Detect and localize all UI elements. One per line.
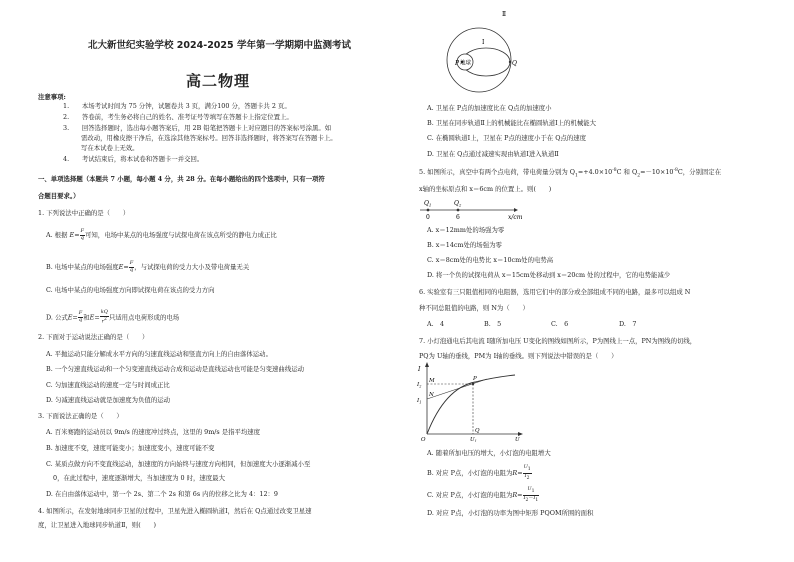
label-m: M bbox=[429, 378, 435, 384]
q7-option-a: A. 随着所加电压的增大，小灯泡的电阻增大 bbox=[427, 449, 551, 457]
q2-option-c: C. 匀加速直线运动的速度一定与时间成正比 bbox=[46, 381, 170, 389]
section-title-cont: 合题目要求。） bbox=[38, 192, 80, 200]
label-i1: $I_1$ bbox=[417, 398, 422, 405]
label-p: P bbox=[455, 60, 460, 67]
q7-option-d: D. 对应 P点，小灯泡的功率为图中矩形 PQOM所围的面积 bbox=[427, 509, 594, 517]
q5-stem: 5. 如图所示，真空中有两个点电荷，带电荷量分别为 $Q_1=+4.0\times 10^{-8}C$ 和 $Q_2=-10\times 10^{-8}C$，分别固定在 bbox=[419, 168, 722, 179]
q3-option-a: A. 百米赛跑的运动员以 9m/s 的速度冲过终点，这里的 9m/s 是指平均速度 bbox=[46, 428, 261, 436]
arrow-icon bbox=[518, 432, 523, 436]
q1-stem: 1. 下列说法中正确的是（ ） bbox=[38, 209, 130, 217]
q7-stem: 7. 小灯泡通电后其电流 I随所加电压 U变化的图线如图所示，P为图线上一点，PN为图线的切线， bbox=[419, 337, 697, 345]
q3-option-c-cont: 0，在此过程中，速度逐渐增大，当加速度为 0 时，速度最大 bbox=[53, 474, 225, 482]
notice-item: 2. 答卷前，考生务必将自己的姓名、准考证号等填写在答题卡上指定位置上。 bbox=[63, 113, 293, 121]
q2-option-a: A. 平抛运动只能分解成水平方向的匀速直线运动和竖直方向上的自由落体运动。 bbox=[46, 350, 272, 358]
label-i-axis: I bbox=[418, 366, 421, 373]
q5-option-c: C. x＝8cm处的电势比 x＝10cm处的电势高 bbox=[427, 256, 554, 264]
label-q2: $Q_2$ bbox=[454, 200, 462, 208]
tick-0: 0 bbox=[426, 214, 430, 221]
q3-stem: 3. 下面说法正确的是（ ） bbox=[38, 412, 123, 420]
q5-option-a: A. x＝12mm处的场强为零 bbox=[427, 226, 505, 234]
q6-option-d: D. 7 bbox=[619, 320, 637, 328]
q5-option-b: B. x＝14cm处的场强为零 bbox=[427, 241, 502, 249]
axis-unit: x/cm bbox=[508, 214, 523, 221]
label-u-axis: U bbox=[515, 437, 520, 442]
label-orbit-ii: Ⅱ bbox=[502, 11, 507, 18]
arrow-icon bbox=[425, 362, 429, 367]
q6-option-a: A. 4 bbox=[427, 320, 445, 328]
q4-option-c: C. 在椭圆轨道Ⅰ上，卫星在 P点的速度小于在 Q点的速度 bbox=[427, 134, 587, 142]
q4-stem: 4. 如图所示，在发射地球同步卫星的过程中，卫星先进入椭圆轨道Ⅰ，然后在 Q点通过改变卫星速 bbox=[38, 507, 312, 515]
notice-item: 4. 考试结束后，将本试卷和答题卡一并交回。 bbox=[63, 155, 204, 163]
label-i2: $I_2$ bbox=[417, 382, 422, 389]
point-q bbox=[509, 61, 511, 63]
q4-stem-cont: 度，让卫星进入地球同步轨道Ⅱ，则( ) bbox=[38, 521, 156, 529]
q4-option-a: A. 卫星在 P点的加速度比在 Q点的加速度小 bbox=[427, 104, 552, 112]
q1-option-a: A. 根据 E= $\frac{F}{q}$ 可知，电场中某点的电场强度与试探电荷在该点所受的静电力成正比 bbox=[46, 228, 277, 241]
charge-q1 bbox=[427, 209, 430, 212]
q6-option-c: C. 6 bbox=[551, 320, 569, 328]
notice-item: 3. 回答选择题时，选出每小题答案后，用 2B 铅笔把答题卡上对应题目的答案标号涂黑。如 bbox=[63, 124, 332, 132]
q7-iu-graph bbox=[415, 362, 525, 442]
school-title: 北大新世纪实验学校 2024-2025 学年第一学期期中监测考试 bbox=[88, 40, 351, 51]
notice-item: 写在本试卷上无效。 bbox=[81, 144, 139, 152]
q3-option-b: B. 加速度不变，速度可能变小；加速度变小，速度可能不变 bbox=[46, 444, 215, 452]
notice-heading: 注意事项: bbox=[38, 93, 66, 101]
q7-option-c: C. 对应 P点，小灯泡的电阻为R= $\frac{U1}{I2-I1}$ bbox=[427, 486, 539, 503]
tangent-pn bbox=[427, 379, 487, 399]
q6-stem-cont: 种不同总阻值的电路，则 N为（ ） bbox=[419, 304, 529, 312]
q7-stem-cont: PQ为 U轴的垂线，PM为 I轴的垂线。则下列说法中错误的是（ ） bbox=[419, 352, 618, 360]
q1-option-d: D. 公式E= $\frac{F}{q}$ 和E= $\frac{kQ}{r2}$ 只适用点电荷形成的电场 bbox=[46, 309, 180, 325]
label-p: P bbox=[473, 376, 477, 382]
q3-option-c: C. 某质点做方向不变直线运动，加速度的方向始终与速度方向相同，但加速度大小逐渐减小至 bbox=[46, 460, 311, 468]
earth-label: 地球 bbox=[460, 60, 472, 67]
q2-stem: 2. 下面对于运动说法正确的是（ ） bbox=[38, 333, 149, 341]
q7-option-b: B. 对应 P点，小灯泡的电阻为R= $\frac{U1}{I2}$ bbox=[427, 464, 531, 481]
label-orbit-i: Ⅰ bbox=[482, 39, 485, 46]
subject-title: 高二物理 bbox=[186, 72, 251, 90]
q1-option-b: B. 电场中某点的电场强度E= $\frac{F}{q}$ ，与试探电荷的受力大小及带电荷量无关 bbox=[46, 260, 250, 273]
section-title: 一、单项选择题（本题共 7 小题，每小题 4 分，共 28 分。在每小题给出的四个选项中，只有一项符 bbox=[38, 175, 325, 183]
label-o: O bbox=[421, 437, 426, 442]
q5-option-d: D. 将一个负的试探电荷从 x＝15cm处移动到 x＝20cm 处的过程中，它的电势能减少 bbox=[427, 271, 671, 279]
label-q1: $Q_1$ bbox=[424, 200, 432, 208]
label-u1: $U_1$ bbox=[470, 437, 477, 442]
q2-option-d: D. 匀减速直线运动就是加速度为负值的运动 bbox=[46, 396, 170, 404]
label-q: Q bbox=[475, 428, 480, 434]
arrow-icon bbox=[514, 208, 518, 212]
charge-q2 bbox=[457, 209, 460, 212]
q5-stem-cont: x轴的坐标原点和 x＝6cm 的位置上。则( ) bbox=[419, 185, 552, 193]
notice-item: 需改动，用橡皮擦干净后，在选涂其他答案标号。回答非选择题时，将答案写在答题卡上。 bbox=[81, 134, 337, 142]
q4-option-d: D. 卫星在 Q点通过减速实现由轨道Ⅰ进入轨道Ⅱ bbox=[427, 150, 559, 158]
q6-stem: 6. 实验室有三只阻值相同的电阻器，选用它们中的部分或全部组成不同的电路，最多可以组成 N bbox=[419, 288, 691, 296]
q3-option-d: D. 在自由落体运动中，第一个 2s、第二个 2s 和第 6s 内的位移之比为 4：12：9 bbox=[46, 490, 278, 498]
notice-item: 1. 本场考试时间为 75 分钟，试题卷共 3 页，满分100 分，答题卡共 2 页。 bbox=[63, 102, 291, 110]
label-n: N bbox=[429, 392, 434, 398]
point-p bbox=[472, 383, 474, 385]
q5-axis-figure bbox=[418, 196, 528, 222]
q4-option-b: B. 卫星在同步轨道Ⅱ上的机械能比在椭圆轨道Ⅰ上的机械能大 bbox=[427, 119, 597, 127]
label-q: Q bbox=[512, 60, 517, 67]
tick-6: 6 bbox=[456, 214, 460, 221]
q2-option-b: B. 一个匀速直线运动和一个匀变速直线运动合成和运动是直线运动也可能是匀变速曲线运动 bbox=[46, 365, 304, 373]
q1-option-c: C. 电场中某点的电场强度方向即试探电荷在该点的受力方向 bbox=[46, 286, 215, 294]
q6-option-b: B. 5 bbox=[484, 320, 502, 328]
q4-orbit-figure bbox=[420, 2, 530, 94]
